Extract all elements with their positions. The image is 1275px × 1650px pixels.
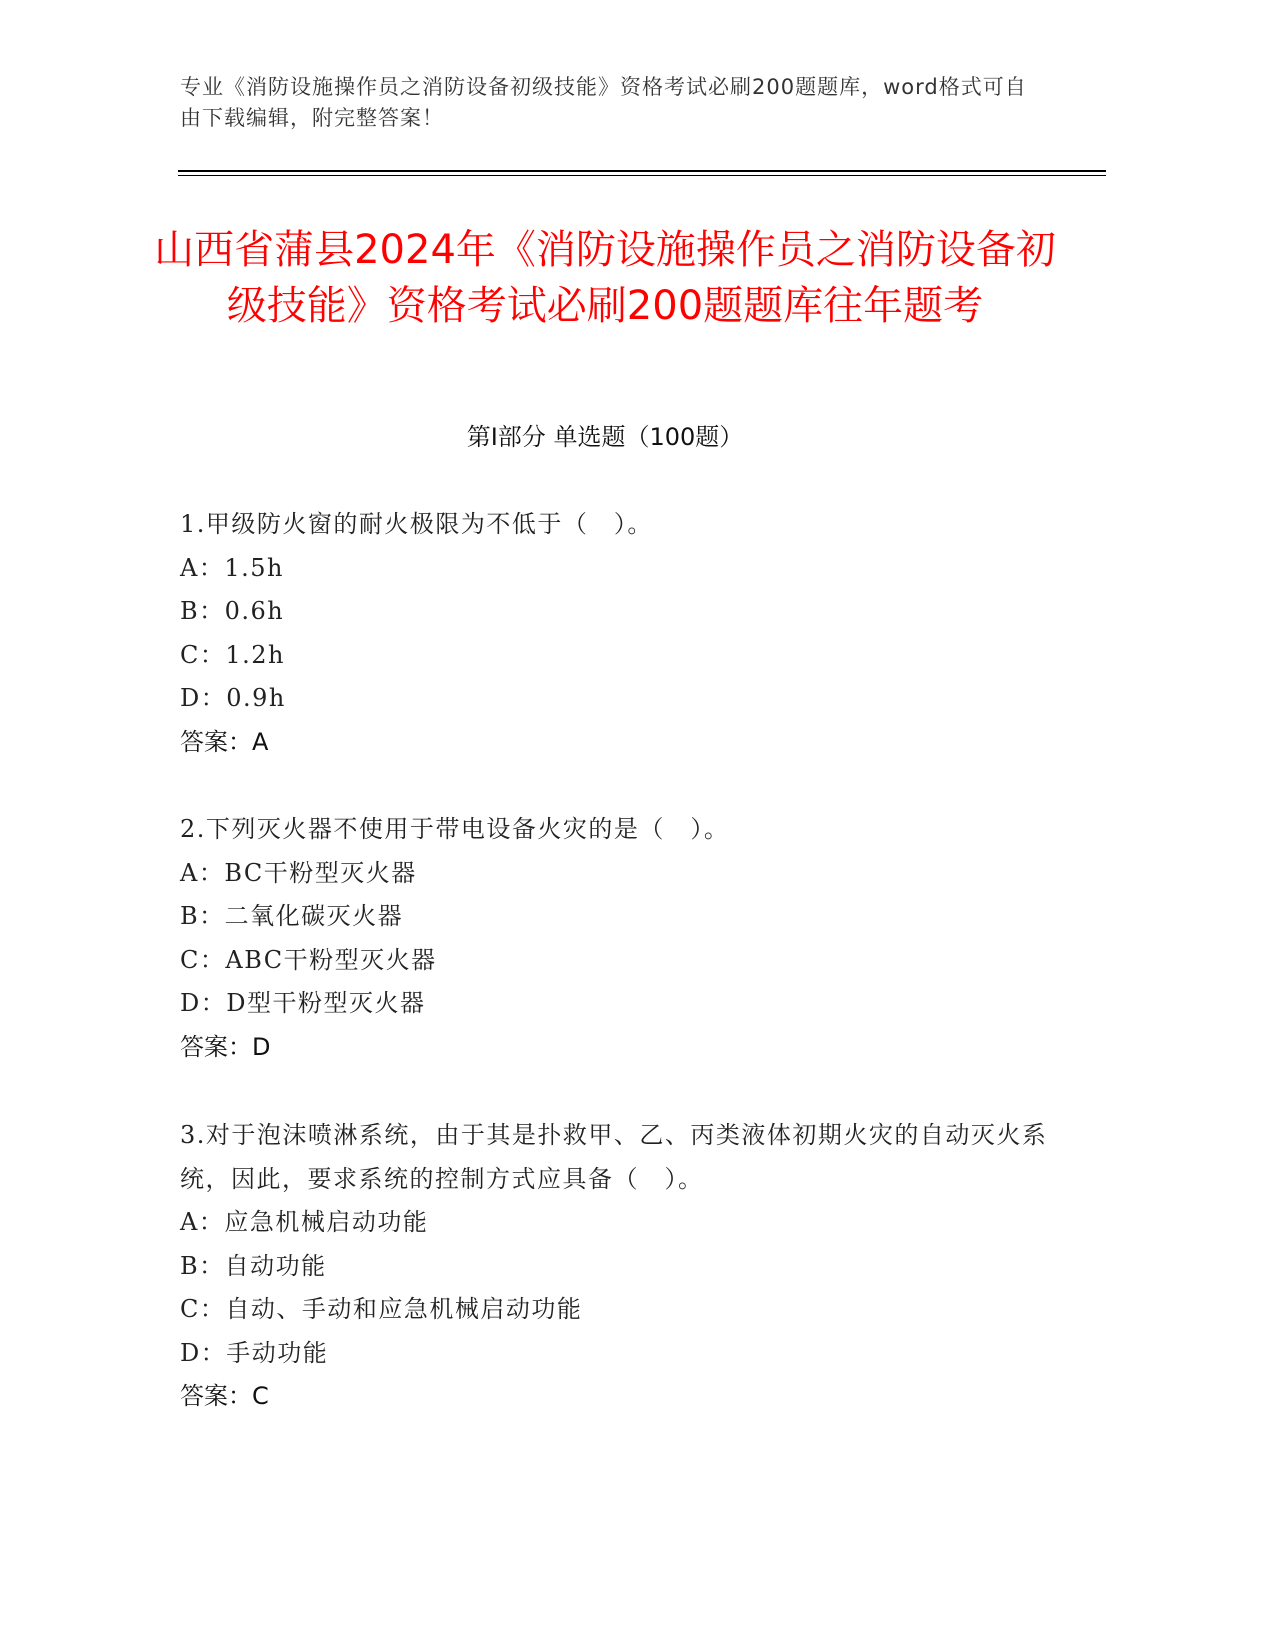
header-note: 专业《消防设施操作员之消防设备初级技能》资格考试必刷200题题库，word格式可自由下载编辑，附完整答案！ bbox=[180, 75, 1027, 130]
question-1 bbox=[180, 503, 1060, 764]
question-stem: 1.甲级防火窗的耐火极限为不低于（ ）。 bbox=[180, 510, 653, 538]
section-heading: 第I部分 单选题（100题） bbox=[466, 423, 744, 451]
answer: 答案：C bbox=[180, 1382, 269, 1410]
option-c: C：1.2h bbox=[180, 640, 285, 669]
document-title: 山西省蒲县2024年《消防设施操作员之消防设备初级技能》资格考试必刷200题题库往年题考 bbox=[154, 227, 1056, 329]
header-divider-thin bbox=[178, 175, 1106, 176]
option-c: C：自动、手动和应急机械启动功能 bbox=[180, 1295, 583, 1323]
option-b: B：自动功能 bbox=[180, 1251, 327, 1280]
option-d: D：手动功能 bbox=[180, 1338, 329, 1367]
option-d: D：0.9h bbox=[180, 684, 286, 712]
option-a: A：1.5h bbox=[180, 553, 284, 582]
option-a: A：应急机械启动功能 bbox=[180, 1208, 429, 1236]
option-a: A：BC干粉型灭火器 bbox=[180, 858, 417, 887]
option-b: B：0.6h bbox=[180, 597, 285, 625]
question-3 bbox=[180, 1114, 1060, 1419]
option-b: B：二氧化碳灭火器 bbox=[180, 902, 404, 930]
header-divider bbox=[178, 170, 1106, 172]
option-d: D：D型干粉型灭火器 bbox=[180, 989, 426, 1017]
question-2 bbox=[180, 808, 1060, 1069]
option-c: C：ABC干粉型灭火器 bbox=[180, 945, 437, 974]
answer: 答案：D bbox=[180, 1032, 271, 1061]
question-stem: 3.对于泡沫喷淋系统，由于其是扑救甲、乙、丙类液体初期火灾的自动灭火系统，因此，要求系统的控制方式应具备（ ）。 bbox=[180, 1121, 1048, 1193]
question-stem: 2.下列灭火器不使用于带电设备火灾的是（ ）。 bbox=[180, 815, 730, 843]
answer: 答案：A bbox=[180, 727, 269, 756]
